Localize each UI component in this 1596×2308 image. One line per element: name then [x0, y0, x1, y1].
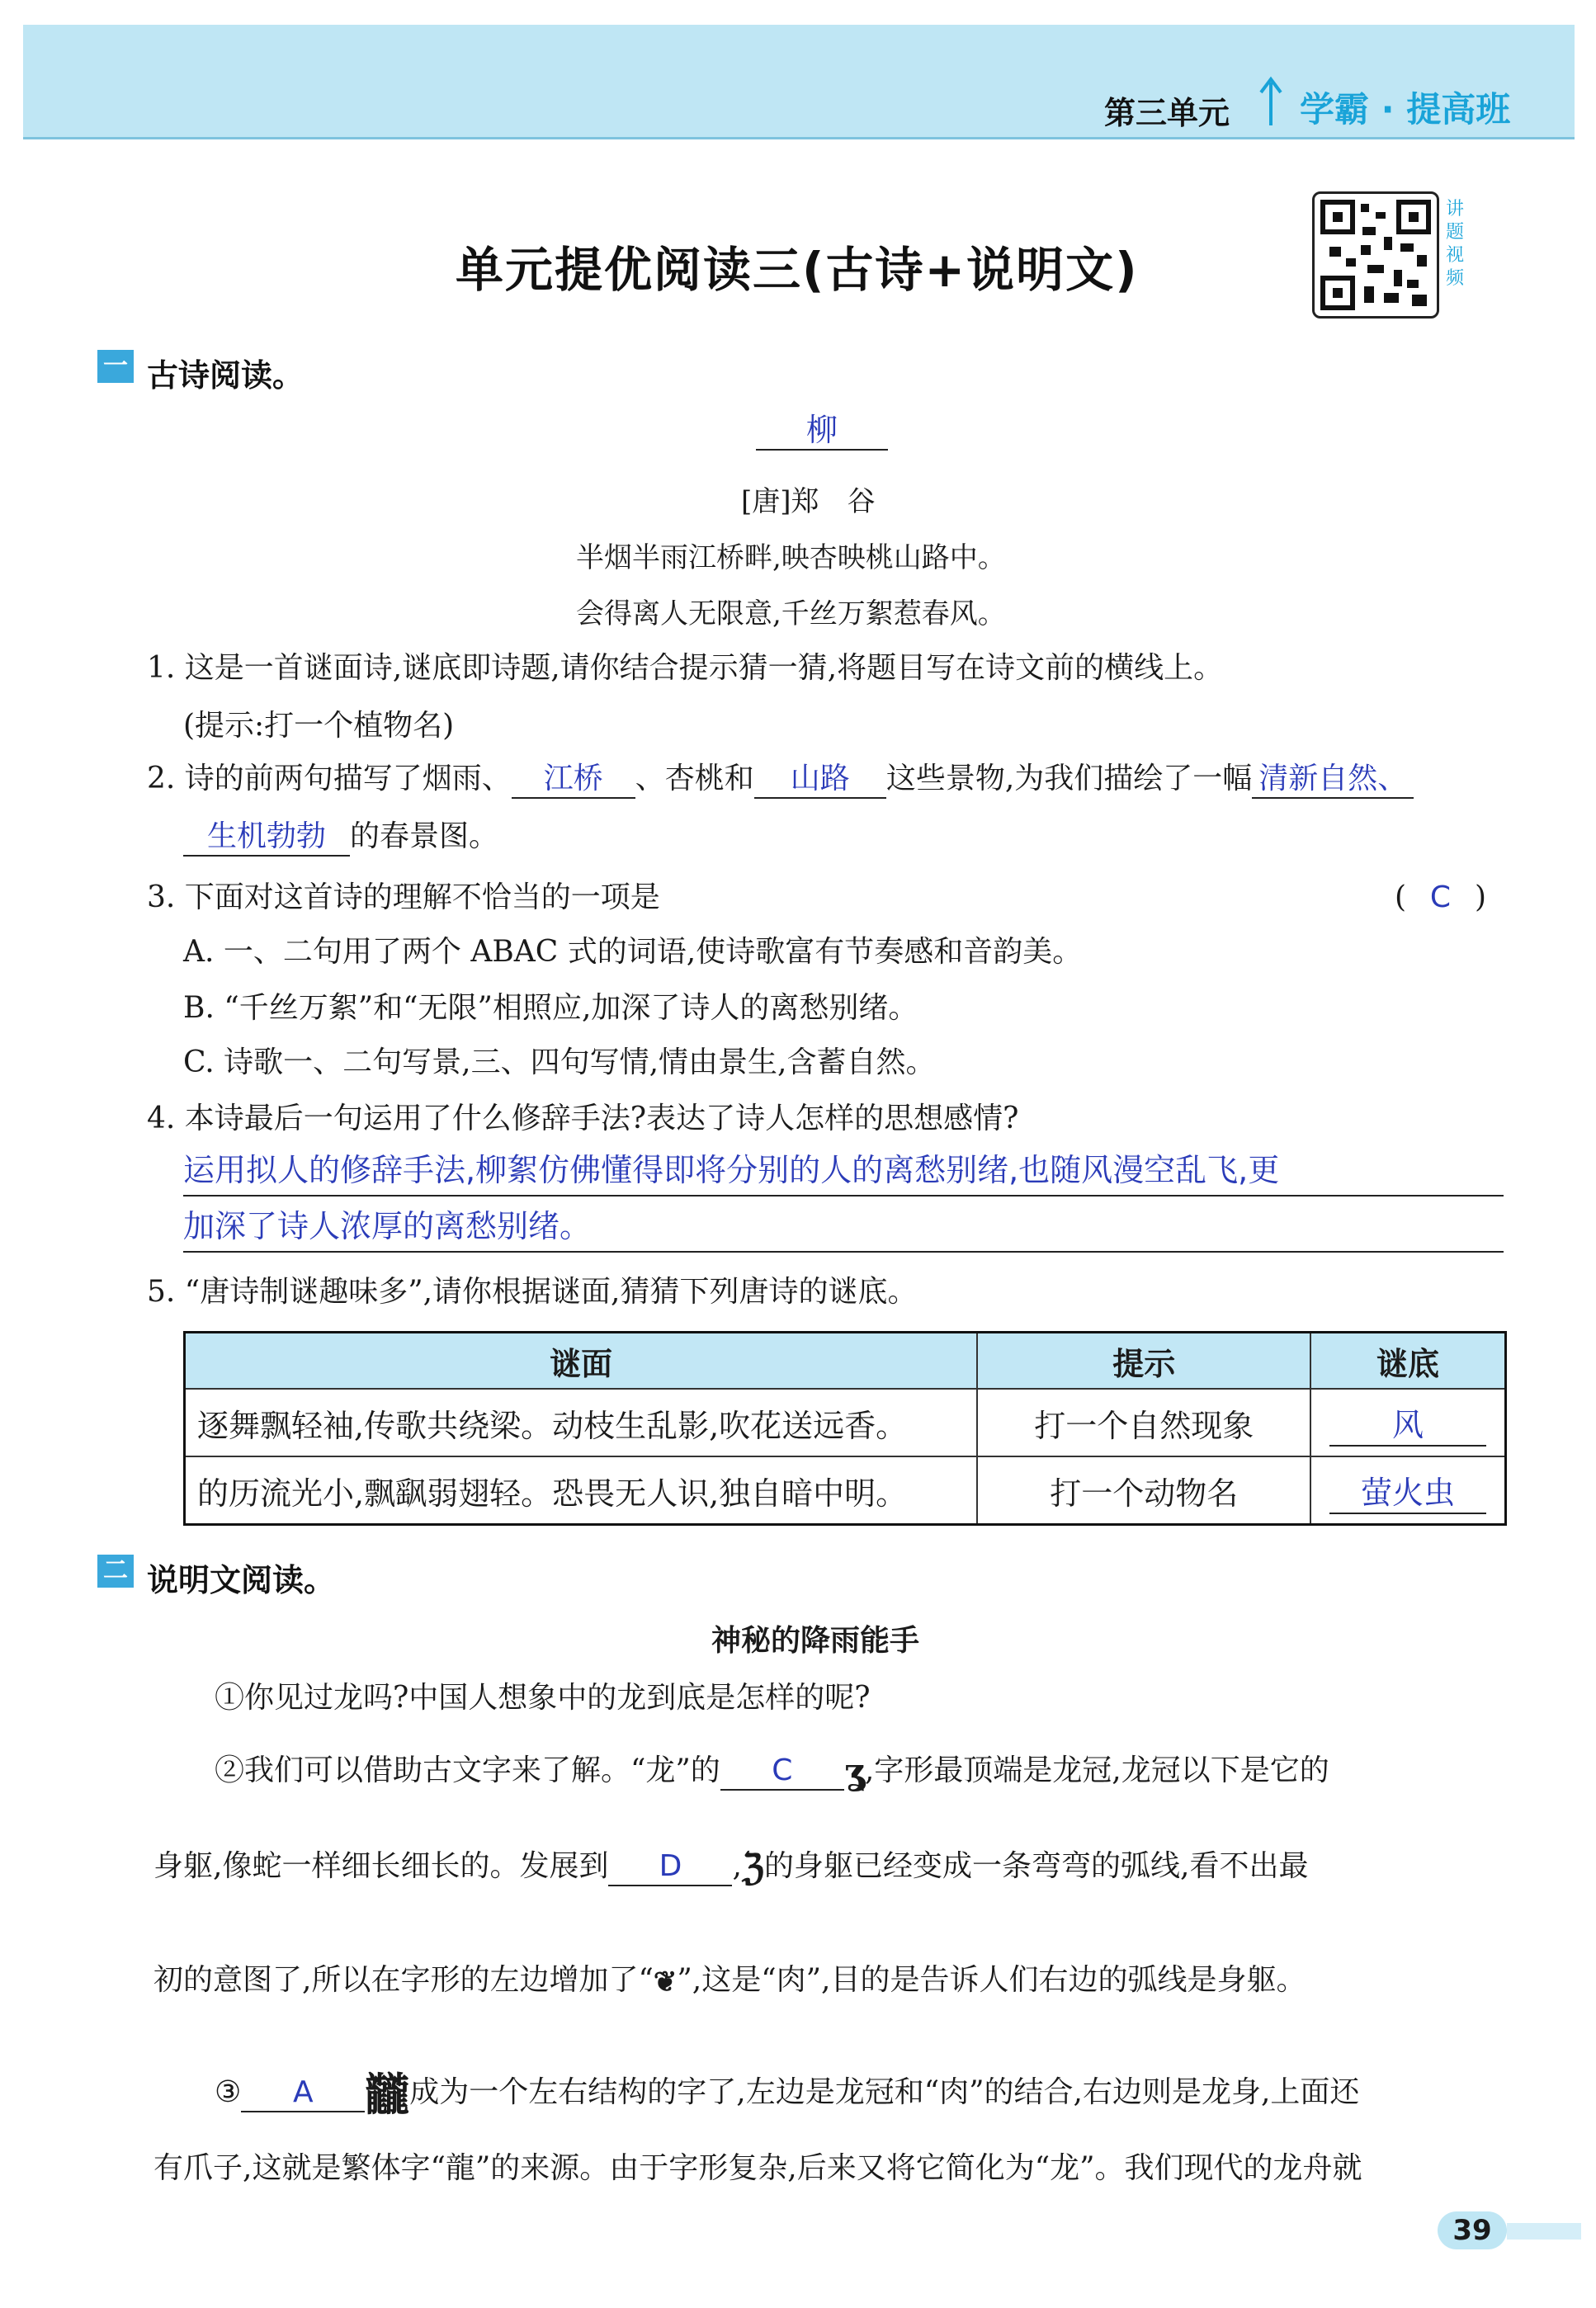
- ancient-flesh-glyph-icon: ❦: [653, 1966, 678, 1999]
- hint-cell: 打一个自然现象: [977, 1389, 1310, 1456]
- answer-blank: 萤火虫: [1329, 1467, 1486, 1514]
- q3-option-b: B. “千丝万絮”和“无限”相照应,加深了诗人的离愁别绪。: [183, 991, 918, 1025]
- p2-text-g: ”,这是“肉”,目的是告诉人们右边的弧线是身躯。: [677, 1963, 1306, 1997]
- q3-paren-close: ): [1474, 880, 1486, 914]
- p3-text-a: ③: [215, 2075, 242, 2109]
- p3-blank: [241, 2074, 365, 2112]
- answer-blank: 风: [1329, 1399, 1486, 1447]
- p3-text-b: 成为一个左右结构的字了,左边是龙冠和“肉”的结合,右边则是龙身,上面还: [409, 2075, 1360, 2109]
- p2-text-e: 的身躯已经变成一条弯弯的弧线,看不出最: [764, 1849, 1309, 1883]
- hint-cell: 打一个动物名: [977, 1456, 1310, 1525]
- riddle-cell: 的历流光小,飘飖弱翅轻。恐畏无人识,独自暗中明。: [185, 1456, 978, 1525]
- qr-code[interactable]: [1312, 191, 1439, 319]
- table-header-answer: 谜底: [1310, 1333, 1505, 1390]
- question-2-line1: [147, 761, 1414, 799]
- q2-blank-4: [183, 819, 350, 857]
- page-title: 单元提优阅读三(古诗+说明文): [456, 242, 1139, 298]
- q2-answer-1: 江桥: [543, 762, 603, 795]
- poem-author: [唐]郑 谷: [741, 485, 876, 518]
- paragraph-2-line2: [153, 1847, 1309, 1889]
- unit-label: 第三单元: [1104, 95, 1230, 131]
- paragraph-1: ①你见过龙吗?中国人想象中的龙到底是怎样的呢?: [215, 1681, 871, 1715]
- ancient-dragon-glyph-icon: ʓ: [843, 1751, 865, 1793]
- poem-line-2: 会得离人无限意,千丝万絮惹春风。: [576, 597, 1006, 630]
- p2-text-b: ,字形最顶端是龙冠,龙冠以下是它的: [864, 1753, 1329, 1787]
- paragraph-2-line1: [215, 1753, 1329, 1791]
- p2-text-f: 初的意图了,所以在字形的左边增加了“: [153, 1963, 654, 1997]
- poem-title-answer: 柳: [805, 412, 838, 448]
- q2-answer-4: 生机勃勃: [206, 819, 326, 853]
- section1-title: 古诗阅读。: [147, 357, 305, 394]
- poem-line-1: 半烟半雨江桥畔,映杏映桃山路中。: [576, 541, 1006, 574]
- question-4: 4. 本诗最后一句运用了什么修辞手法?表达了诗人怎样的思想感情?: [147, 1102, 1019, 1135]
- q3-answer-paren: [1395, 880, 1502, 916]
- arrow-icon: [1254, 73, 1287, 130]
- question-2-line2: [183, 819, 498, 857]
- p2-answer-1: C: [772, 1753, 793, 1787]
- q2-text-2: 、杏桃和: [635, 762, 754, 795]
- q2-text-3: 这些景物,为我们描绘了一幅: [885, 762, 1253, 795]
- series-label: 学霸 · 提高班: [1300, 89, 1511, 130]
- p2-answer-2: D: [659, 1849, 682, 1883]
- article-title: 神秘的降雨能手: [711, 1623, 920, 1658]
- table-row: [185, 1456, 1506, 1525]
- q2-answer-2: 山路: [790, 762, 850, 795]
- q2-text-1: 2. 诗的前两句描写了烟雨、: [147, 762, 512, 795]
- q3-answer: C: [1429, 880, 1452, 914]
- p2-text-c: 身躯,像蛇一样细长细长的。发展到: [153, 1849, 609, 1883]
- table-header-row: [185, 1333, 1506, 1390]
- question-1-hint: (提示:打一个植物名): [183, 709, 455, 743]
- q2-blank-2: [754, 761, 886, 799]
- question-5: 5. “唐诗制谜趣味多”,请你根据谜面,猜猜下列唐诗的谜底。: [147, 1275, 918, 1309]
- riddle-table: [183, 1331, 1507, 1526]
- q3-option-a: A. 一、二句用了两个 ABAC 式的词语,使诗歌富有节奏感和音韵美。: [183, 935, 1083, 969]
- answer-cell: [1310, 1389, 1505, 1456]
- ancient-dragon-glyph-3-icon: 龖: [365, 2068, 410, 2121]
- q3-paren-open: (: [1395, 880, 1407, 914]
- paragraph-2-line3: [153, 1962, 1306, 2000]
- p2-text-d: ,: [732, 1849, 742, 1883]
- table-row: [185, 1389, 1506, 1456]
- p3-answer: A: [292, 2075, 314, 2109]
- q3-option-c: C. 诗歌一、二句写景,三、四句写情,情由景生,含蓄自然。: [183, 1045, 936, 1079]
- paragraph-3-line2: 有爪子,这就是繁体字“龍”的来源。由于字形复杂,后来又将它简化为“龙”。我们现代的龙舟就: [153, 2151, 1362, 2185]
- table-header-hint: 提示: [977, 1333, 1310, 1390]
- question-3: 3. 下面对这首诗的理解不恰当的一项是: [147, 880, 660, 914]
- q4-answer-line-1: 运用拟人的修辞手法,柳絮仿佛懂得即将分别的人的离愁别绪,也随风漫空乱飞,更: [183, 1152, 1504, 1196]
- page-number: 39: [1438, 2211, 1507, 2249]
- section2-badge: 二: [97, 1555, 134, 1588]
- q2-blank-3: [1252, 761, 1414, 799]
- question-1: 1. 这是一首谜面诗,谜底即诗题,请你结合提示猜一猜,将题目写在诗文前的横线上。: [147, 651, 1224, 685]
- section1-badge: 一: [97, 350, 134, 383]
- q2-blank-1: [512, 761, 635, 799]
- page-number-bar: [1507, 2223, 1581, 2240]
- table-header-riddle: 谜面: [185, 1333, 978, 1390]
- paragraph-3-line1: [215, 2068, 1360, 2121]
- qr-code-icon: [1315, 194, 1437, 316]
- p2-text-a: ②我们可以借助古文字来了解。“龙”的: [215, 1753, 720, 1787]
- q2-text-4: 的春景图。: [350, 819, 499, 853]
- poem-title-blank: [756, 404, 888, 451]
- q2-answer-3: 清新自然、: [1258, 762, 1408, 795]
- ancient-dragon-glyph-2-icon: ℨ: [741, 1847, 765, 1889]
- section2-title: 说明文阅读。: [147, 1562, 336, 1598]
- header-rule: [23, 137, 1575, 139]
- qr-caption: 讲题视频: [1445, 199, 1464, 289]
- answer-cell: [1310, 1456, 1505, 1525]
- q4-answer-line-2: 加深了诗人浓厚的离愁别绪。: [183, 1208, 1504, 1253]
- riddle-cell: 逐舞飘轻袖,传歌共绕梁。动枝生乱影,吹花送远香。: [185, 1389, 978, 1456]
- p2-blank-1: [720, 1753, 844, 1791]
- p2-blank-2: [608, 1848, 732, 1886]
